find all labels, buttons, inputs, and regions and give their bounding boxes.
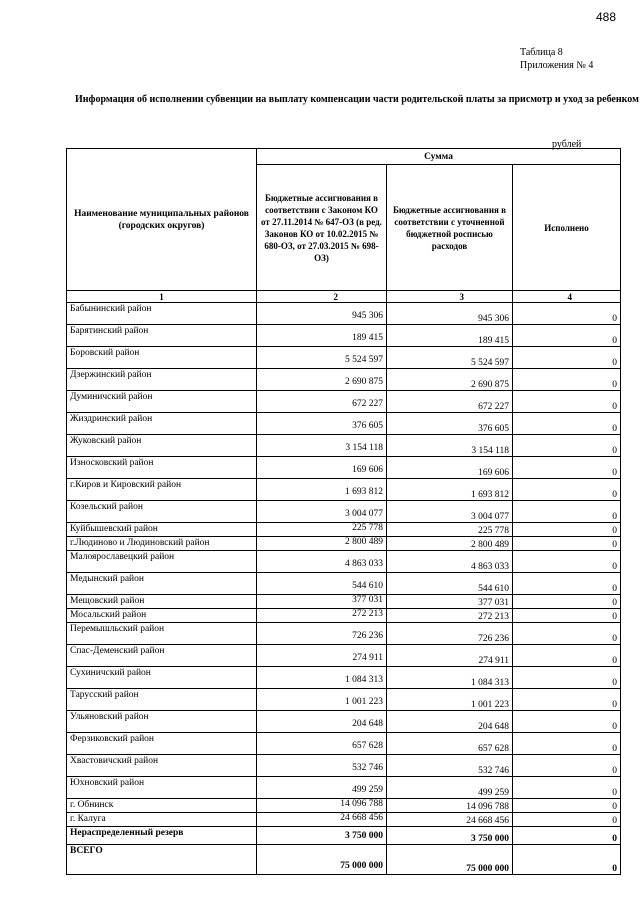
table-row <box>67 813 621 827</box>
table-row <box>67 733 621 755</box>
appropriation-law-value: 272 213 <box>257 609 387 623</box>
municipality-name: Куйбышевский район <box>67 523 257 537</box>
appropriation-law-value: 1 084 313 <box>257 667 387 689</box>
municipality-name: г.Людиново и Людиновский район <box>67 537 257 551</box>
municipality-name: Жиздринский район <box>67 413 257 435</box>
appropriation-refined-value: 376 605 <box>387 413 513 435</box>
table-row <box>67 595 621 609</box>
appropriation-law-value: 376 605 <box>257 413 387 435</box>
appropriation-law-value: 274 911 <box>257 645 387 667</box>
municipality-name: Мещовский район <box>67 595 257 609</box>
column-number: 2 <box>257 291 387 303</box>
total-row-refined-value: 75 000 000 <box>387 845 513 875</box>
table-row <box>67 523 621 537</box>
header-municipality: Наименование муниципальных районов (городских округов) <box>67 149 257 291</box>
total-row-law-value: 75 000 000 <box>257 845 387 875</box>
appropriation-law-value: 2 690 875 <box>257 369 387 391</box>
appropriation-refined-value: 1 084 313 <box>387 667 513 689</box>
executed-value: 0 <box>513 501 621 523</box>
total-row-label: ВСЕГО <box>67 845 257 875</box>
table-row <box>67 777 621 799</box>
executed-value: 0 <box>513 573 621 595</box>
appropriation-law-value: 1 693 812 <box>257 479 387 501</box>
appropriation-refined-value: 1 693 812 <box>387 479 513 501</box>
executed-value: 0 <box>513 799 621 813</box>
appropriation-refined-value: 544 610 <box>387 573 513 595</box>
units-label: рублей <box>552 139 582 150</box>
appropriation-refined-value: 225 778 <box>387 523 513 537</box>
appropriation-refined-value: 672 227 <box>387 391 513 413</box>
executed-value: 0 <box>513 457 621 479</box>
municipality-name: Медынский район <box>67 573 257 595</box>
table-row <box>67 413 621 435</box>
appropriation-law-value: 672 227 <box>257 391 387 413</box>
document-title: Информация об исполнении субвенции на выплату компенсации части родительской платы за присмотр и уход за ребенком <box>75 94 639 105</box>
municipality-name: Юхновский район <box>67 777 257 799</box>
table-row <box>67 689 621 711</box>
table-row <box>67 667 621 689</box>
appropriation-law-value: 499 259 <box>257 777 387 799</box>
municipality-name: Думиничский район <box>67 391 257 413</box>
appropriation-refined-value: 726 236 <box>387 623 513 645</box>
reserve-row-law-value: 3 750 000 <box>257 827 387 845</box>
municipality-name: Сухиничский район <box>67 667 257 689</box>
appropriation-law-value: 189 415 <box>257 325 387 347</box>
appropriation-refined-value: 2 800 489 <box>387 537 513 551</box>
municipality-name: Бабынинский район <box>67 303 257 325</box>
table-row <box>67 755 621 777</box>
table-row <box>67 457 621 479</box>
table-row <box>67 325 621 347</box>
appropriation-refined-value: 4 863 033 <box>387 551 513 573</box>
table-row <box>67 799 621 813</box>
appropriation-refined-value: 3 154 118 <box>387 435 513 457</box>
header-sum: Сумма <box>257 149 621 165</box>
total-row <box>67 845 621 875</box>
appropriation-refined-value: 189 415 <box>387 325 513 347</box>
executed-value: 0 <box>513 303 621 325</box>
executed-value: 0 <box>513 645 621 667</box>
header-executed: Исполнено <box>513 165 621 291</box>
appropriation-refined-value: 377 031 <box>387 595 513 609</box>
executed-value: 0 <box>513 435 621 457</box>
executed-value: 0 <box>513 523 621 537</box>
municipality-name: Ферзиковский район <box>67 733 257 755</box>
appropriation-law-value: 24 668 456 <box>257 813 387 827</box>
table-row <box>67 623 621 645</box>
appropriation-law-value: 945 306 <box>257 303 387 325</box>
appropriation-refined-value: 657 628 <box>387 733 513 755</box>
appropriation-law-value: 532 746 <box>257 755 387 777</box>
municipality-name: Барятинский район <box>67 325 257 347</box>
table-row <box>67 551 621 573</box>
column-number-row <box>67 291 621 303</box>
executed-value: 0 <box>513 733 621 755</box>
appropriation-law-value: 3 154 118 <box>257 435 387 457</box>
municipality-name: г.Киров и Кировский район <box>67 479 257 501</box>
appropriation-refined-value: 3 004 077 <box>387 501 513 523</box>
column-number: 4 <box>513 291 621 303</box>
appropriation-law-value: 2 800 489 <box>257 537 387 551</box>
municipality-name: Ульяновский район <box>67 711 257 733</box>
appropriation-refined-value: 499 259 <box>387 777 513 799</box>
header-appropriations-refined: Бюджетные ассигнования в соответствии с уточненной бюджетной росписью расходов <box>387 165 513 291</box>
table-row <box>67 645 621 667</box>
municipality-name: Жуковский район <box>67 435 257 457</box>
table-row <box>67 501 621 523</box>
reserve-row-label: Нераспределенный резерв <box>67 827 257 845</box>
table-row <box>67 609 621 623</box>
executed-value: 0 <box>513 623 621 645</box>
reserve-row <box>67 827 621 845</box>
appropriation-refined-value: 274 911 <box>387 645 513 667</box>
appropriation-law-value: 726 236 <box>257 623 387 645</box>
municipality-name: Тарусский район <box>67 689 257 711</box>
appropriation-refined-value: 532 746 <box>387 755 513 777</box>
table-row <box>67 435 621 457</box>
executed-value: 0 <box>513 413 621 435</box>
appropriation-law-value: 5 524 597 <box>257 347 387 369</box>
table-row <box>67 303 621 325</box>
appropriation-law-value: 3 004 077 <box>257 501 387 523</box>
municipality-name: Мосальский район <box>67 609 257 623</box>
executed-value: 0 <box>513 347 621 369</box>
header-appropriations-law: Бюджетные ассигнования в соответствии с Законом КО от 27.11.2014 № 647-ОЗ (в ред. Законов КО от 10.02.2015 № 680-ОЗ, от 27.03.2015 № 698-ОЗ) <box>257 165 387 291</box>
table-row <box>67 391 621 413</box>
appropriation-law-value: 169 606 <box>257 457 387 479</box>
executed-value: 0 <box>513 391 621 413</box>
municipality-name: Малоярославецкий район <box>67 551 257 573</box>
reserve-row-executed-value: 0 <box>513 827 621 845</box>
executed-value: 0 <box>513 325 621 347</box>
executed-value: 0 <box>513 537 621 551</box>
executed-value: 0 <box>513 479 621 501</box>
appropriation-refined-value: 272 213 <box>387 609 513 623</box>
table-row <box>67 711 621 733</box>
appropriation-law-value: 225 778 <box>257 523 387 537</box>
reserve-row-refined-value: 3 750 000 <box>387 827 513 845</box>
municipality-name: Перемышльский район <box>67 623 257 645</box>
column-number: 3 <box>387 291 513 303</box>
executed-value: 0 <box>513 551 621 573</box>
column-number: 1 <box>67 291 257 303</box>
total-row-executed-value: 0 <box>513 845 621 875</box>
subvention-table <box>66 148 621 875</box>
appropriation-law-value: 657 628 <box>257 733 387 755</box>
table-row <box>67 347 621 369</box>
appropriation-law-value: 204 648 <box>257 711 387 733</box>
table-row <box>67 573 621 595</box>
municipality-name: Спас-Деменский район <box>67 645 257 667</box>
municipality-name: Боровский район <box>67 347 257 369</box>
municipality-name: Козельский район <box>67 501 257 523</box>
municipality-name: Хвастовичский район <box>67 755 257 777</box>
appropriation-law-value: 377 031 <box>257 595 387 609</box>
executed-value: 0 <box>513 755 621 777</box>
executed-value: 0 <box>513 689 621 711</box>
appropriation-law-value: 4 863 033 <box>257 551 387 573</box>
appendix-table-label: Таблица 8 <box>520 47 563 58</box>
appendix-label <box>520 46 593 72</box>
executed-value: 0 <box>513 595 621 609</box>
appropriation-law-value: 1 001 223 <box>257 689 387 711</box>
appropriation-law-value: 544 610 <box>257 573 387 595</box>
appropriation-refined-value: 14 096 788 <box>387 799 513 813</box>
page-number: 488 <box>596 10 617 24</box>
appropriation-refined-value: 204 648 <box>387 711 513 733</box>
executed-value: 0 <box>513 609 621 623</box>
table-row <box>67 369 621 391</box>
appropriation-refined-value: 1 001 223 <box>387 689 513 711</box>
appropriation-refined-value: 2 690 875 <box>387 369 513 391</box>
table-row <box>67 537 621 551</box>
appendix-annex-label: Приложения № 4 <box>520 60 594 71</box>
table-row <box>67 479 621 501</box>
appropriation-refined-value: 169 606 <box>387 457 513 479</box>
municipality-name: Дзержинский район <box>67 369 257 391</box>
executed-value: 0 <box>513 667 621 689</box>
executed-value: 0 <box>513 813 621 827</box>
executed-value: 0 <box>513 369 621 391</box>
municipality-name: г. Обнинск <box>67 799 257 813</box>
appropriation-law-value: 14 096 788 <box>257 799 387 813</box>
municipality-name: Износковский район <box>67 457 257 479</box>
executed-value: 0 <box>513 711 621 733</box>
executed-value: 0 <box>513 777 621 799</box>
appropriation-refined-value: 945 306 <box>387 303 513 325</box>
appropriation-refined-value: 5 524 597 <box>387 347 513 369</box>
municipality-name: г. Калуга <box>67 813 257 827</box>
appropriation-refined-value: 24 668 456 <box>387 813 513 827</box>
